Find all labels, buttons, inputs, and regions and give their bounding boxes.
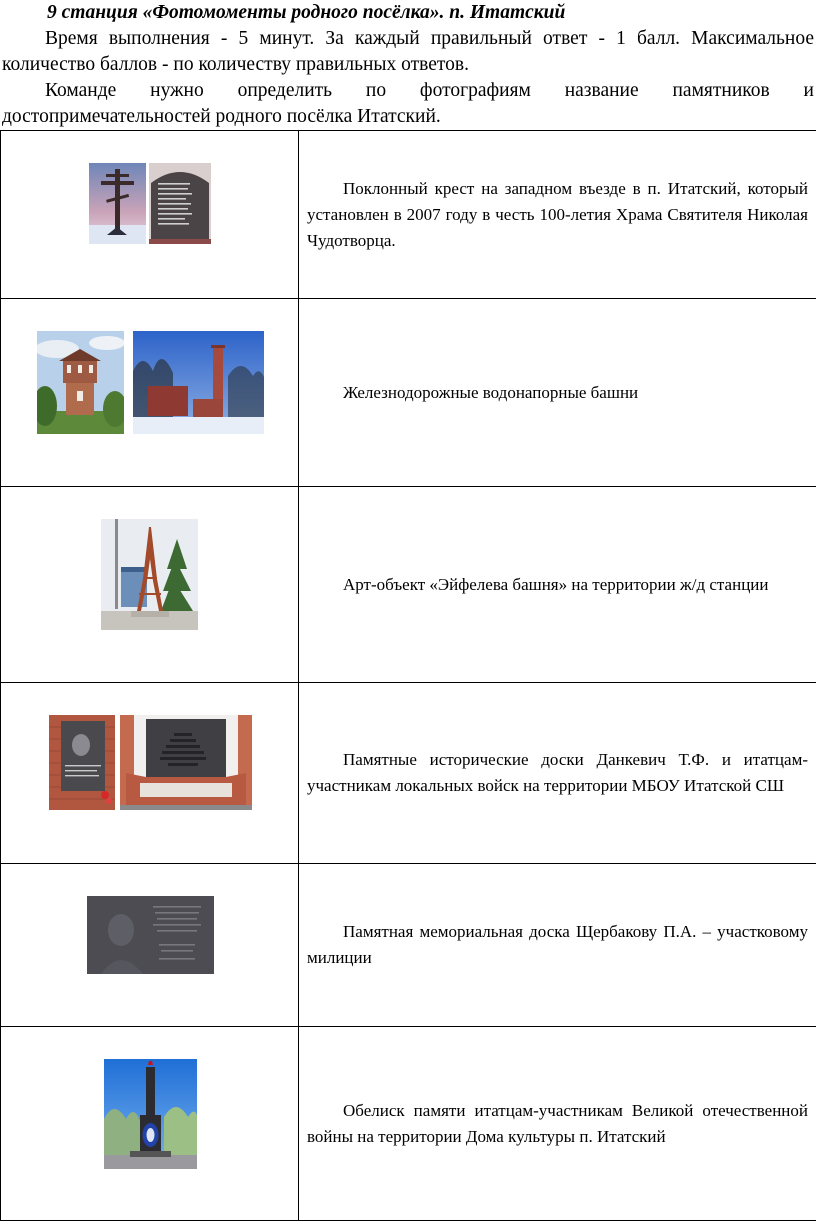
photo-cell	[1, 683, 299, 864]
memorial-plaque-local-wars-photo	[120, 715, 252, 810]
table-row	[1, 131, 816, 299]
memorial-plaque-dankevich-photo	[49, 715, 115, 810]
photo-cell	[1, 1027, 299, 1221]
photo-cell	[1, 487, 299, 683]
memorial-plaque-shcherbakov-photo	[87, 896, 214, 974]
table-row	[1, 487, 816, 683]
description-cell	[299, 487, 816, 683]
monument-description: Памятная мемориальная доска Щербакову П.А. – участковому милиции	[307, 922, 808, 967]
photo-cell	[1, 864, 299, 1027]
description-cell	[299, 864, 816, 1027]
monument-description: Железнодорожные водонапорные башни	[343, 382, 639, 402]
description-cell	[299, 299, 816, 487]
description-cell	[299, 131, 816, 299]
table-row	[1, 683, 816, 864]
photo-cell	[1, 131, 299, 299]
war-obelisk-photo	[104, 1059, 197, 1169]
memorial-plaque-stone-photo	[149, 163, 211, 244]
description-cell	[299, 1027, 816, 1221]
table-row	[1, 1027, 816, 1221]
memorial-cross-photo	[89, 163, 146, 244]
monument-description: Обелиск памяти итатцам-участникам Великой отечественной войны на территории Дома культуры п. Итатский	[307, 1100, 808, 1146]
water-tower-summer-photo	[37, 331, 124, 434]
photo-cell	[1, 299, 299, 487]
instructions-task: Команде нужно определить по фотографиям название памятников и достопримечательностей родного посёлка Итатский.	[2, 80, 814, 127]
description-cell	[299, 683, 816, 864]
monument-description: Памятные исторические доски Данкевич Т.Ф. и итатцам-участникам локальных войск на территории МБОУ Итатской СШ	[307, 750, 808, 795]
instructions-time: Время выполнения - 5 минут. За каждый правильный ответ - 1 балл. Максимальное количество баллов - по количеству правильных ответов.	[2, 28, 814, 75]
table-row	[1, 864, 816, 1027]
monument-description: Арт-объект «Эйфелева башня» на территории ж/д станции	[343, 574, 769, 594]
monuments-table	[0, 130, 816, 1221]
water-tower-winter-photo	[133, 331, 264, 434]
page-header	[2, 0, 814, 130]
table-row	[1, 299, 816, 487]
station-title: 9 станция «Фотомоменты родного посёлка». п. Итатский	[47, 2, 566, 23]
eiffel-tower-art-object-photo	[101, 519, 198, 630]
monument-description: Поклонный крест на западном въезде в п. Итатский, который установлен в 2007 году в честь 100-летия Храма Святителя Николая Чудотворца.	[307, 178, 808, 250]
